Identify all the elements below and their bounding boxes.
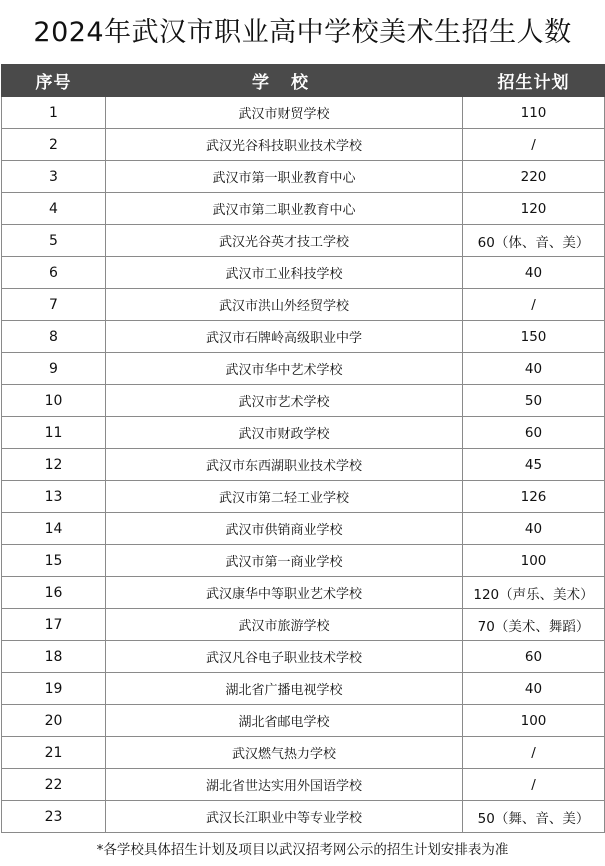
- table-row: [2, 353, 605, 385]
- enrollment-plan: /: [463, 289, 605, 321]
- row-number: 2: [2, 129, 106, 161]
- enrollment-plan: 50: [463, 385, 605, 417]
- table-row: [2, 641, 605, 673]
- school-name: 武汉市东西湖职业技术学校: [106, 449, 463, 481]
- school-name: 武汉市财贸学校: [106, 97, 463, 129]
- table-row: [2, 609, 605, 641]
- enrollment-plan: 110: [463, 97, 605, 129]
- table-row: [2, 705, 605, 737]
- row-number: 19: [2, 673, 106, 705]
- enrollment-plan: 40: [463, 673, 605, 705]
- enrollment-plan: 220: [463, 161, 605, 193]
- school-name: 武汉市工业科技学校: [106, 257, 463, 289]
- table-row: [2, 385, 605, 417]
- enrollment-plan: /: [463, 737, 605, 769]
- school-name: 武汉市第二职业教育中心: [106, 193, 463, 225]
- row-number: 23: [2, 801, 106, 833]
- school-name: 武汉市财政学校: [106, 417, 463, 449]
- table-row: [2, 769, 605, 801]
- table-row: [2, 545, 605, 577]
- enrollment-plan: 120: [463, 193, 605, 225]
- school-name: 湖北省广播电视学校: [106, 673, 463, 705]
- table-row: [2, 161, 605, 193]
- school-name: 武汉长江职业中等专业学校: [106, 801, 463, 833]
- row-number: 20: [2, 705, 106, 737]
- enrollment-plan: 70（美术、舞蹈）: [463, 609, 605, 641]
- row-number: 12: [2, 449, 106, 481]
- table-row: [2, 289, 605, 321]
- row-number: 8: [2, 321, 106, 353]
- table-row: [2, 193, 605, 225]
- header-row: [2, 65, 605, 97]
- school-name: 武汉市旅游学校: [106, 609, 463, 641]
- page-title: 2024年武汉市职业高中学校美术生招生人数: [33, 17, 572, 48]
- enrollment-plan: 50（舞、音、美）: [463, 801, 605, 833]
- row-number: 7: [2, 289, 106, 321]
- table-row: [2, 97, 605, 129]
- school-name: 武汉凡谷电子职业技术学校: [106, 641, 463, 673]
- table-row: [2, 257, 605, 289]
- row-number: 21: [2, 737, 106, 769]
- row-number: 22: [2, 769, 106, 801]
- school-name: 武汉市第一商业学校: [106, 545, 463, 577]
- table-row: [2, 673, 605, 705]
- header-plan: 招生计划: [463, 65, 605, 97]
- enrollment-plan: 40: [463, 257, 605, 289]
- enrollment-plan: 150: [463, 321, 605, 353]
- header-no: 序号: [2, 65, 106, 97]
- enrollment-plan: 40: [463, 513, 605, 545]
- table-row: [2, 801, 605, 833]
- row-number: 9: [2, 353, 106, 385]
- table-row: [2, 481, 605, 513]
- enrollment-table: [1, 64, 605, 833]
- school-name: 武汉市石牌岭高级职业中学: [106, 321, 463, 353]
- enrollment-plan: 60: [463, 417, 605, 449]
- enrollment-plan: 100: [463, 545, 605, 577]
- table-row: [2, 129, 605, 161]
- table-row: [2, 577, 605, 609]
- row-number: 17: [2, 609, 106, 641]
- row-number: 15: [2, 545, 106, 577]
- enrollment-plan: /: [463, 769, 605, 801]
- table-row: [2, 513, 605, 545]
- school-name: 武汉光谷英才技工学校: [106, 225, 463, 257]
- enrollment-plan: 60（体、音、美）: [463, 225, 605, 257]
- school-name: 武汉市第二轻工业学校: [106, 481, 463, 513]
- row-number: 5: [2, 225, 106, 257]
- row-number: 1: [2, 97, 106, 129]
- enrollment-plan: /: [463, 129, 605, 161]
- school-name: 武汉康华中等职业艺术学校: [106, 577, 463, 609]
- enrollment-plan: 45: [463, 449, 605, 481]
- school-name: 武汉市供销商业学校: [106, 513, 463, 545]
- school-name: 武汉市华中艺术学校: [106, 353, 463, 385]
- table-row: [2, 737, 605, 769]
- table-row: [2, 417, 605, 449]
- enrollment-plan: 40: [463, 353, 605, 385]
- school-name: 武汉市艺术学校: [106, 385, 463, 417]
- footnote: *各学校具体招生计划及项目以武汉招考网公示的招生计划安排表为准: [96, 842, 509, 858]
- row-number: 11: [2, 417, 106, 449]
- row-number: 18: [2, 641, 106, 673]
- enrollment-plan: 60: [463, 641, 605, 673]
- table-row: [2, 321, 605, 353]
- row-number: 10: [2, 385, 106, 417]
- enrollment-plan: 100: [463, 705, 605, 737]
- row-number: 3: [2, 161, 106, 193]
- school-name: 武汉市洪山外经贸学校: [106, 289, 463, 321]
- table-row: [2, 225, 605, 257]
- table-row: [2, 449, 605, 481]
- enrollment-plan: 120（声乐、美术）: [463, 577, 605, 609]
- enrollment-plan: 126: [463, 481, 605, 513]
- row-number: 14: [2, 513, 106, 545]
- school-name: 武汉燃气热力学校: [106, 737, 463, 769]
- school-name: 湖北省邮电学校: [106, 705, 463, 737]
- school-name: 武汉市第一职业教育中心: [106, 161, 463, 193]
- row-number: 4: [2, 193, 106, 225]
- header-school: 学 校: [106, 65, 463, 97]
- table-body: [2, 97, 605, 833]
- row-number: 6: [2, 257, 106, 289]
- school-name: 湖北省世达实用外国语学校: [106, 769, 463, 801]
- row-number: 16: [2, 577, 106, 609]
- table-header: [2, 65, 605, 97]
- row-number: 13: [2, 481, 106, 513]
- school-name: 武汉光谷科技职业技术学校: [106, 129, 463, 161]
